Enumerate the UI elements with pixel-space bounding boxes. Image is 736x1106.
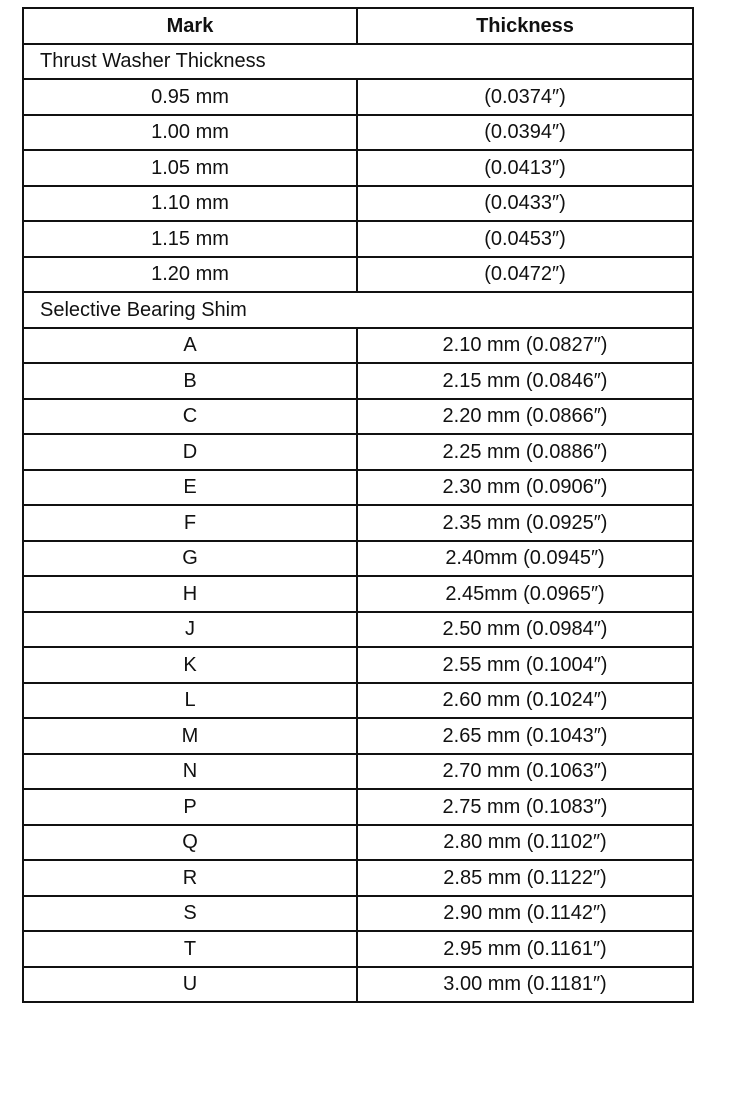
table-header (23, 8, 693, 44)
table-row (23, 576, 693, 612)
thickness-cell: 2.80 mm (0.1102″) (357, 825, 693, 861)
mark-cell: R (23, 860, 357, 896)
thickness-cell: (0.0413″) (357, 150, 693, 186)
table-row (23, 79, 693, 115)
table-row (23, 647, 693, 683)
mark-column-header: Mark (23, 8, 357, 44)
table-row (23, 150, 693, 186)
thickness-cell: 2.20 mm (0.0866″) (357, 399, 693, 435)
section-row (23, 292, 693, 328)
table-row (23, 399, 693, 435)
table-row (23, 328, 693, 364)
table-body (23, 44, 693, 1003)
thickness-cell: 2.15 mm (0.0846″) (357, 363, 693, 399)
mark-cell: H (23, 576, 357, 612)
table-row (23, 860, 693, 896)
thickness-cell: (0.0472″) (357, 257, 693, 293)
mark-cell: S (23, 896, 357, 932)
table-row (23, 931, 693, 967)
mark-cell: 0.95 mm (23, 79, 357, 115)
section-title: Thrust Washer Thickness (23, 44, 693, 80)
thickness-cell: 2.65 mm (0.1043″) (357, 718, 693, 754)
table-row (23, 754, 693, 790)
mark-cell: L (23, 683, 357, 719)
thickness-cell: 2.95 mm (0.1161″) (357, 931, 693, 967)
mark-cell: A (23, 328, 357, 364)
table-row (23, 967, 693, 1003)
thickness-cell: (0.0453″) (357, 221, 693, 257)
mark-cell: 1.10 mm (23, 186, 357, 222)
table-row (23, 363, 693, 399)
thickness-cell: 2.75 mm (0.1083″) (357, 789, 693, 825)
thickness-cell: 2.40mm (0.0945″) (357, 541, 693, 577)
table-row (23, 115, 693, 151)
mark-cell: C (23, 399, 357, 435)
thickness-cell: 2.50 mm (0.0984″) (357, 612, 693, 648)
table-row (23, 718, 693, 754)
mark-cell: F (23, 505, 357, 541)
mark-cell: 1.15 mm (23, 221, 357, 257)
table-row (23, 541, 693, 577)
mark-cell: U (23, 967, 357, 1003)
thickness-cell: 2.85 mm (0.1122″) (357, 860, 693, 896)
table-row (23, 434, 693, 470)
table-row (23, 257, 693, 293)
table-row (23, 505, 693, 541)
thickness-cell: 2.55 mm (0.1004″) (357, 647, 693, 683)
mark-cell: P (23, 789, 357, 825)
section-row (23, 44, 693, 80)
table-row (23, 221, 693, 257)
thickness-cell: 2.25 mm (0.0886″) (357, 434, 693, 470)
mark-cell: T (23, 931, 357, 967)
mark-cell: 1.00 mm (23, 115, 357, 151)
thickness-cell: 2.45mm (0.0965″) (357, 576, 693, 612)
thickness-cell: (0.0374″) (357, 79, 693, 115)
mark-cell: Q (23, 825, 357, 861)
mark-cell: B (23, 363, 357, 399)
header-row (23, 8, 693, 44)
thickness-cell: 2.90 mm (0.1142″) (357, 896, 693, 932)
table-row (23, 186, 693, 222)
thickness-cell: (0.0394″) (357, 115, 693, 151)
mark-cell: M (23, 718, 357, 754)
thickness-spec-table (22, 7, 694, 1003)
thickness-cell: 2.70 mm (0.1063″) (357, 754, 693, 790)
table-row (23, 896, 693, 932)
thickness-cell: 3.00 mm (0.1181″) (357, 967, 693, 1003)
mark-cell: J (23, 612, 357, 648)
table-row (23, 789, 693, 825)
mark-cell: K (23, 647, 357, 683)
thickness-cell: (0.0433″) (357, 186, 693, 222)
mark-cell: 1.05 mm (23, 150, 357, 186)
table-row (23, 825, 693, 861)
section-title: Selective Bearing Shim (23, 292, 693, 328)
mark-cell: D (23, 434, 357, 470)
mark-cell: G (23, 541, 357, 577)
thickness-cell: 2.35 mm (0.0925″) (357, 505, 693, 541)
table-row (23, 470, 693, 506)
table-row (23, 612, 693, 648)
thickness-cell: 2.60 mm (0.1024″) (357, 683, 693, 719)
mark-cell: E (23, 470, 357, 506)
thickness-cell: 2.10 mm (0.0827″) (357, 328, 693, 364)
thickness-column-header: Thickness (357, 8, 693, 44)
mark-cell: N (23, 754, 357, 790)
thickness-cell: 2.30 mm (0.0906″) (357, 470, 693, 506)
table-row (23, 683, 693, 719)
mark-cell: 1.20 mm (23, 257, 357, 293)
